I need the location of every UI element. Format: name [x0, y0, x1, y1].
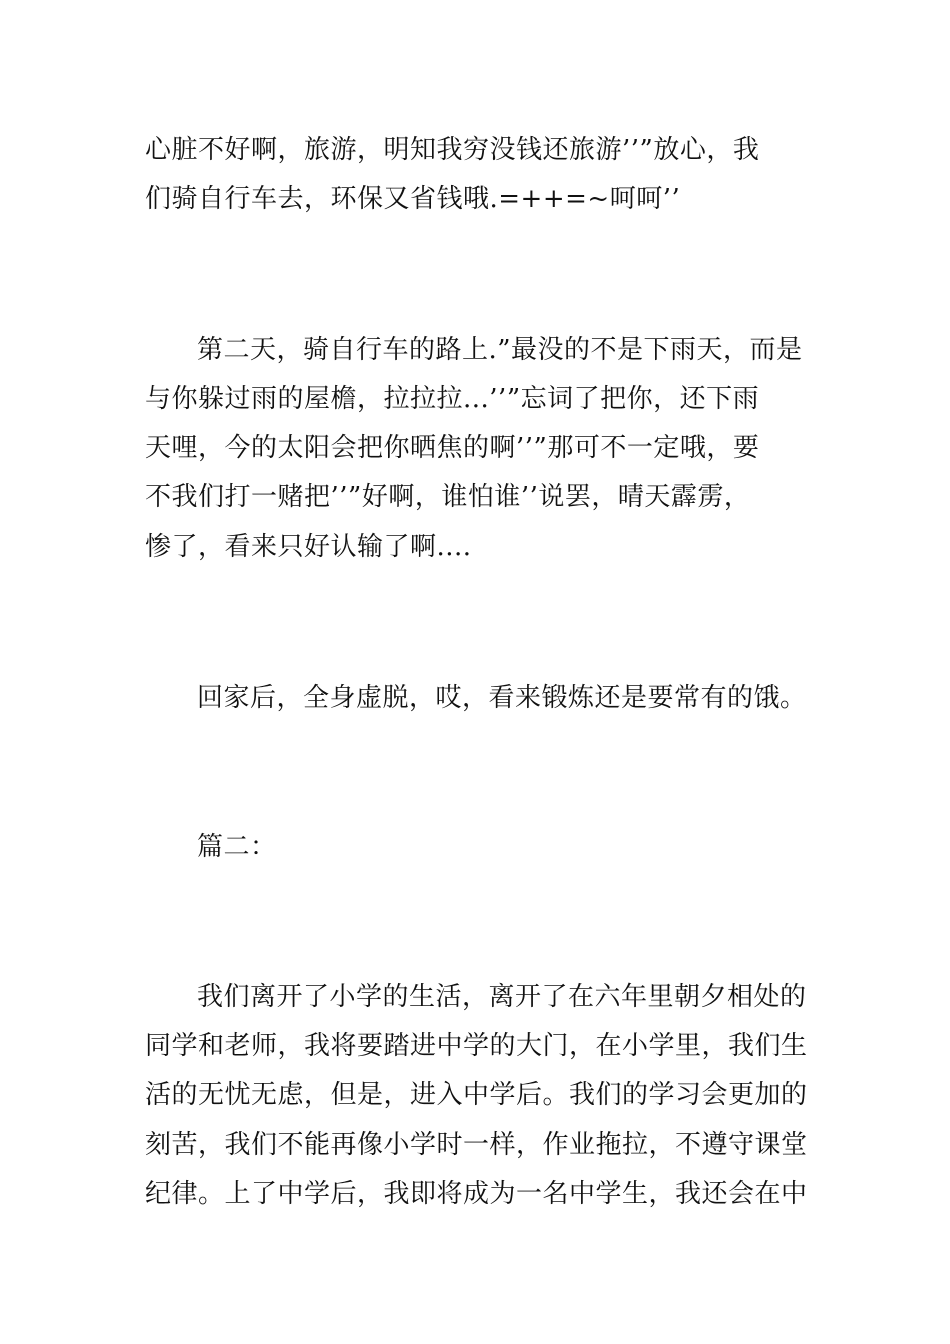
text-line: 活的无忧无虑，但是，进入中学后。我们的学习会更加的 — [145, 1080, 808, 1110]
text-line: 篇二： — [197, 832, 277, 862]
text-line: 惨了，看来只好认输了啊.... — [145, 532, 472, 562]
text-line: 心脏不好啊，旅游，明知我穷没钱还旅游’’”放心，我 — [145, 135, 760, 165]
text-line: 刻苦，我们不能再像小学时一样，作业拖拉，不遵守课堂 — [145, 1130, 808, 1160]
text-line: 们骑自行车去，环保又省钱哦.=++=~呵呵’’ — [145, 184, 681, 214]
text-line: 不我们打一赌把’’”好啊，谁怕谁’’说罢，晴天霹雳， — [145, 482, 751, 512]
text-line: 与你躲过雨的屋檐，拉拉拉...’’”忘词了把你，还下雨 — [145, 384, 760, 414]
text-line: 回家后，全身虚脱，哎，看来锻炼还是要常有的饿。 — [197, 683, 807, 713]
text-line: 天哩，今的太阳会把你晒焦的啊’’”那可不一定哦，要 — [145, 433, 760, 463]
text-line: 第二天，骑自行车的路上.”最没的不是下雨天，而是 — [197, 335, 803, 365]
text-line: 纪律。上了中学后，我即将成为一名中学生，我还会在中 — [145, 1179, 808, 1209]
text-line: 同学和老师，我将要踏进中学的大门，在小学里，我们生 — [145, 1031, 808, 1061]
text-line: 我们离开了小学的生活，离开了在六年里朝夕相处的 — [197, 982, 807, 1012]
